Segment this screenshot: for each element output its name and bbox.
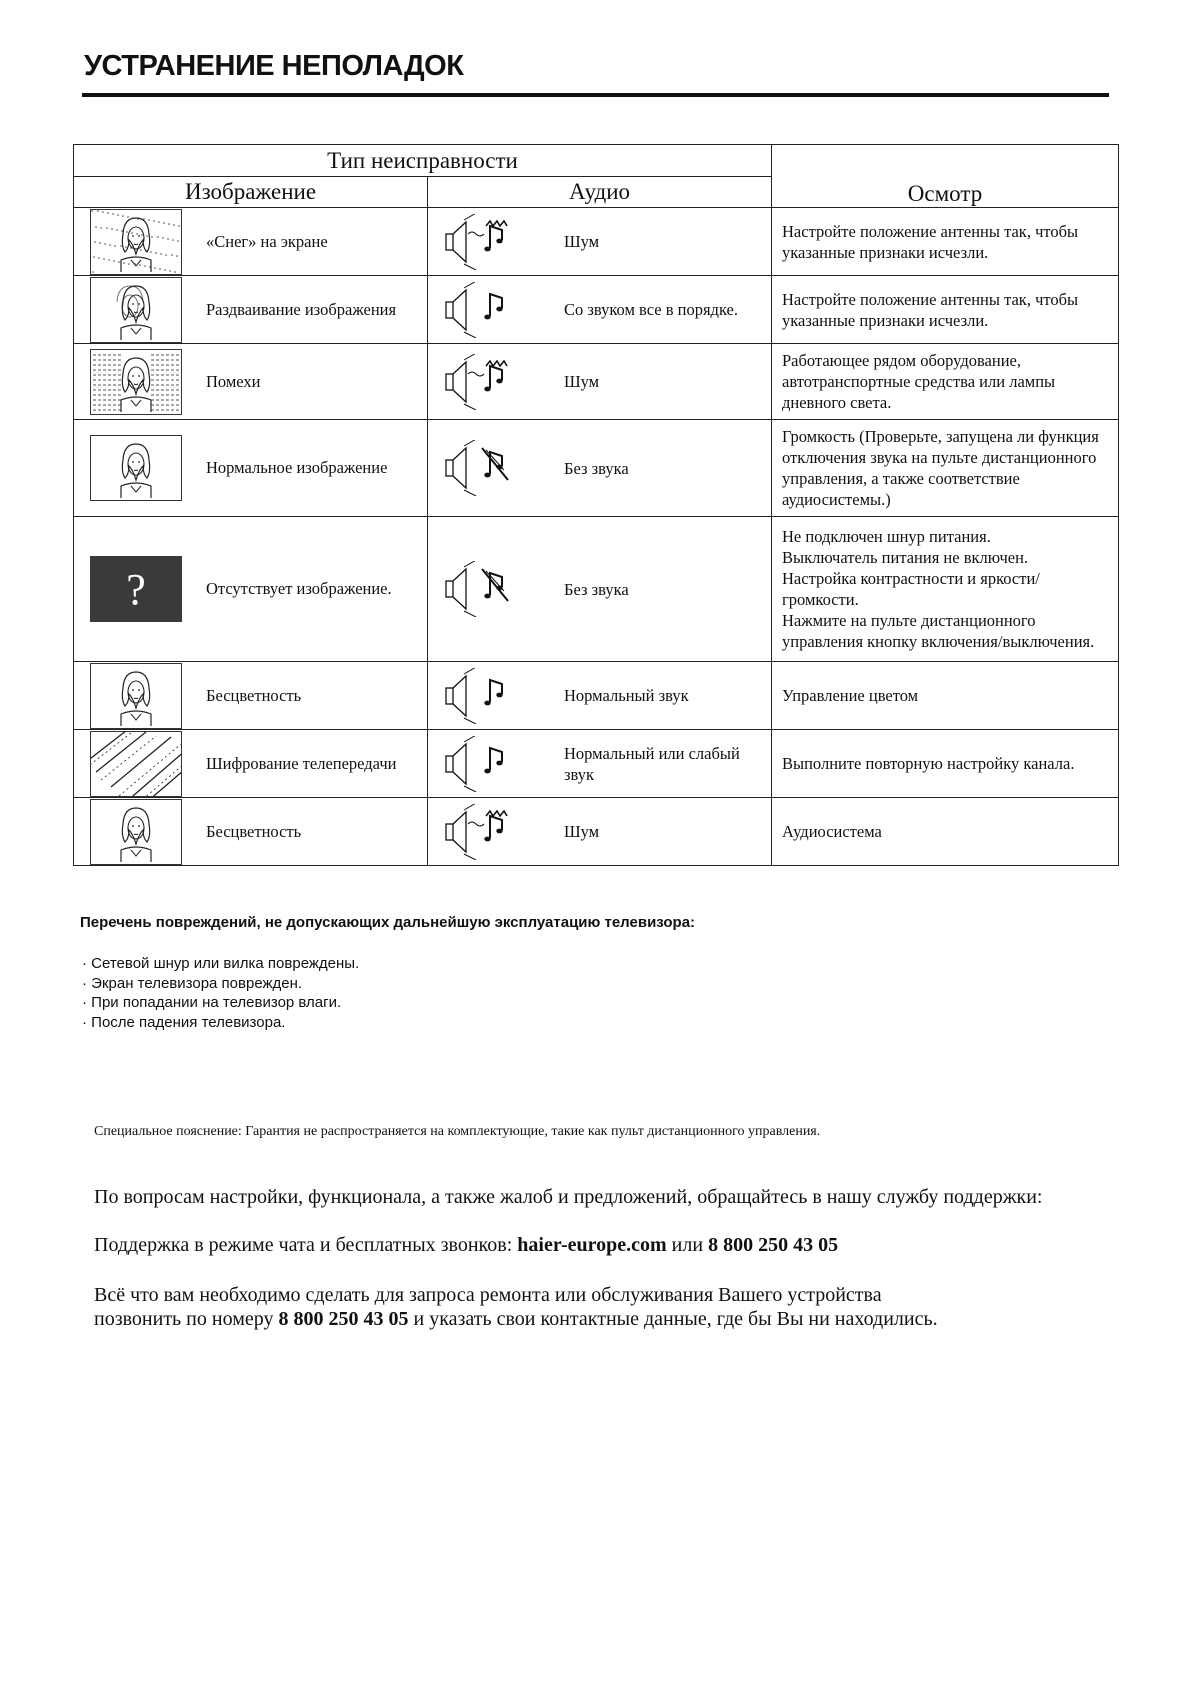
- audio-cell: [428, 420, 772, 517]
- support-repair-prefix: позвонить по номеру: [94, 1308, 279, 1330]
- check-cell: [772, 276, 1119, 344]
- damage-item: · При попадании на телевизор влаги.: [82, 993, 359, 1013]
- check-line: Выключатель питания не включен.: [782, 548, 1029, 567]
- audio-label: Со звуком все в порядке.: [564, 300, 739, 319]
- table-row: [74, 344, 1119, 420]
- check-cell: [772, 517, 1119, 662]
- damage-item: · Сетевой шнур или вилка повреждены.: [82, 954, 359, 974]
- table-row: [74, 420, 1119, 517]
- speaker-noise-icon: [442, 354, 512, 410]
- table-row: [74, 517, 1119, 662]
- picture-label: «Снег» на экране: [206, 231, 328, 251]
- speaker-noise-icon: [442, 214, 512, 270]
- check-text: Работающее рядом оборудование, автотранспортные средства или лампы дневного света.: [782, 351, 1056, 412]
- picture-label: Помехи: [206, 371, 261, 391]
- check-cell: [772, 420, 1119, 517]
- check-line: Не подключен шнур питания.: [782, 527, 991, 546]
- support-repair: [94, 1283, 938, 1331]
- check-line: Настройка контрастности и яркости/громкости.: [782, 569, 1040, 609]
- check-text: Настройте положение антенны так, чтобы указанные признаки исчезли.: [782, 289, 1079, 330]
- table-row: [74, 798, 1119, 866]
- snow-face-icon: [90, 209, 182, 275]
- speaker-muted-icon: [442, 561, 512, 617]
- check-cell: [772, 730, 1119, 798]
- speaker-note-icon: [442, 736, 512, 792]
- picture-cell: [74, 420, 428, 517]
- check-line: Нажмите на пульте дистанционного управления кнопку включения/выключения.: [782, 611, 1095, 651]
- support-repair-line1: Всё что вам необходимо сделать для запроса ремонта или обслуживания Вашего устройства: [94, 1284, 882, 1306]
- normal-face-icon: [90, 799, 182, 865]
- check-cell: [772, 662, 1119, 730]
- picture-label: Нормальное изображение: [206, 458, 388, 477]
- picture-cell: [74, 662, 428, 730]
- audio-cell: [428, 344, 772, 420]
- audio-cell: [428, 662, 772, 730]
- support-chat-line: [94, 1234, 838, 1257]
- picture-cell: [74, 344, 428, 420]
- audio-cell: [428, 798, 772, 866]
- speaker-note-icon: [442, 282, 512, 338]
- interference-face-icon: [90, 349, 182, 415]
- check-cell: [772, 344, 1119, 420]
- audio-cell: [428, 730, 772, 798]
- audio-cell: [428, 208, 772, 276]
- audio-label: Нормальный или слабый звук: [564, 743, 740, 784]
- audio-label: Шум: [564, 232, 600, 251]
- speaker-note-icon: [442, 668, 512, 724]
- picture-cell: [74, 276, 428, 344]
- support-phone[interactable]: 8 800 250 43 05: [708, 1234, 839, 1256]
- audio-label: Без звука: [564, 458, 629, 478]
- special-note: Специальное пояснение: Гарантия не распространяется на комплектующие, такие как пульт дистанционного управления.: [94, 1124, 821, 1139]
- damage-item: · Экран телевизора поврежден.: [82, 974, 359, 994]
- header-image: Изображение: [74, 177, 428, 208]
- picture-cell: [74, 730, 428, 798]
- ghost-face-icon: [90, 277, 182, 343]
- header-audio: Аудио: [428, 177, 772, 208]
- damage-heading: Перечень повреждений, не допускающих дальнейшую эксплуатацию телевизора:: [80, 914, 696, 931]
- table-row: [74, 276, 1119, 344]
- table-row: [74, 208, 1119, 276]
- picture-label: Раздваивание изображения: [206, 299, 397, 319]
- support-repair-suffix: и указать свои контактные данные, где бы Вы ни находились.: [408, 1308, 938, 1330]
- picture-cell: [74, 517, 428, 662]
- check-text: Настройте положение антенны так, чтобы указанные признаки исчезли.: [782, 221, 1079, 262]
- audio-label: Шум: [564, 822, 600, 841]
- picture-label: Бесцветность: [206, 685, 302, 705]
- audio-label: Шум: [564, 372, 600, 391]
- table-row: [74, 730, 1119, 798]
- troubleshooting-table: [73, 144, 1119, 866]
- audio-label: Без звука: [564, 579, 629, 599]
- speaker-muted-icon: [442, 440, 512, 496]
- normal-face-icon: [90, 663, 182, 729]
- check-text: Аудиосистема: [782, 822, 882, 841]
- picture-cell: [74, 208, 428, 276]
- scrambled-icon: [90, 731, 182, 797]
- damage-list: [82, 954, 359, 1032]
- page-title: УСТРАНЕНИЕ НЕПОЛАДОК: [84, 50, 464, 82]
- support-intro: По вопросам настройки, функционала, а также жалоб и предложений, обращайтесь в нашу службу поддержки:: [94, 1186, 1043, 1208]
- normal-face-icon: [90, 435, 182, 501]
- check-text: Громкость (Проверьте, запущена ли функция отключения звука на пульте дистанционного управления, а также соответствие аудиосистемы.): [782, 427, 1099, 509]
- question-icon: ?: [90, 556, 182, 622]
- support-or: или: [666, 1234, 709, 1256]
- audio-cell: [428, 517, 772, 662]
- support-chat-prefix: Поддержка в режиме чата и бесплатных звонков:: [94, 1234, 518, 1256]
- title-rule: [82, 93, 1109, 97]
- picture-label: Шифрование телепередачи: [206, 753, 397, 773]
- table-row: [74, 662, 1119, 730]
- check-text: Управление цветом: [782, 686, 919, 705]
- check-text: Выполните повторную настройку канала.: [782, 754, 1075, 773]
- audio-label: Нормальный звук: [564, 686, 689, 705]
- support-website[interactable]: haier-europe.com: [517, 1234, 667, 1256]
- picture-label: Отсутствует изображение.: [206, 579, 392, 598]
- speaker-noise-icon: [442, 804, 512, 860]
- check-cell: [772, 208, 1119, 276]
- picture-cell: [74, 798, 428, 866]
- header-check: Осмотр: [772, 145, 1119, 208]
- header-fault-type: Тип неисправности: [74, 145, 772, 177]
- check-cell: [772, 798, 1119, 866]
- audio-cell: [428, 276, 772, 344]
- picture-label: Бесцветность: [206, 821, 302, 841]
- damage-item: · После падения телевизора.: [82, 1013, 359, 1033]
- support-repair-phone[interactable]: 8 800 250 43 05: [278, 1308, 409, 1330]
